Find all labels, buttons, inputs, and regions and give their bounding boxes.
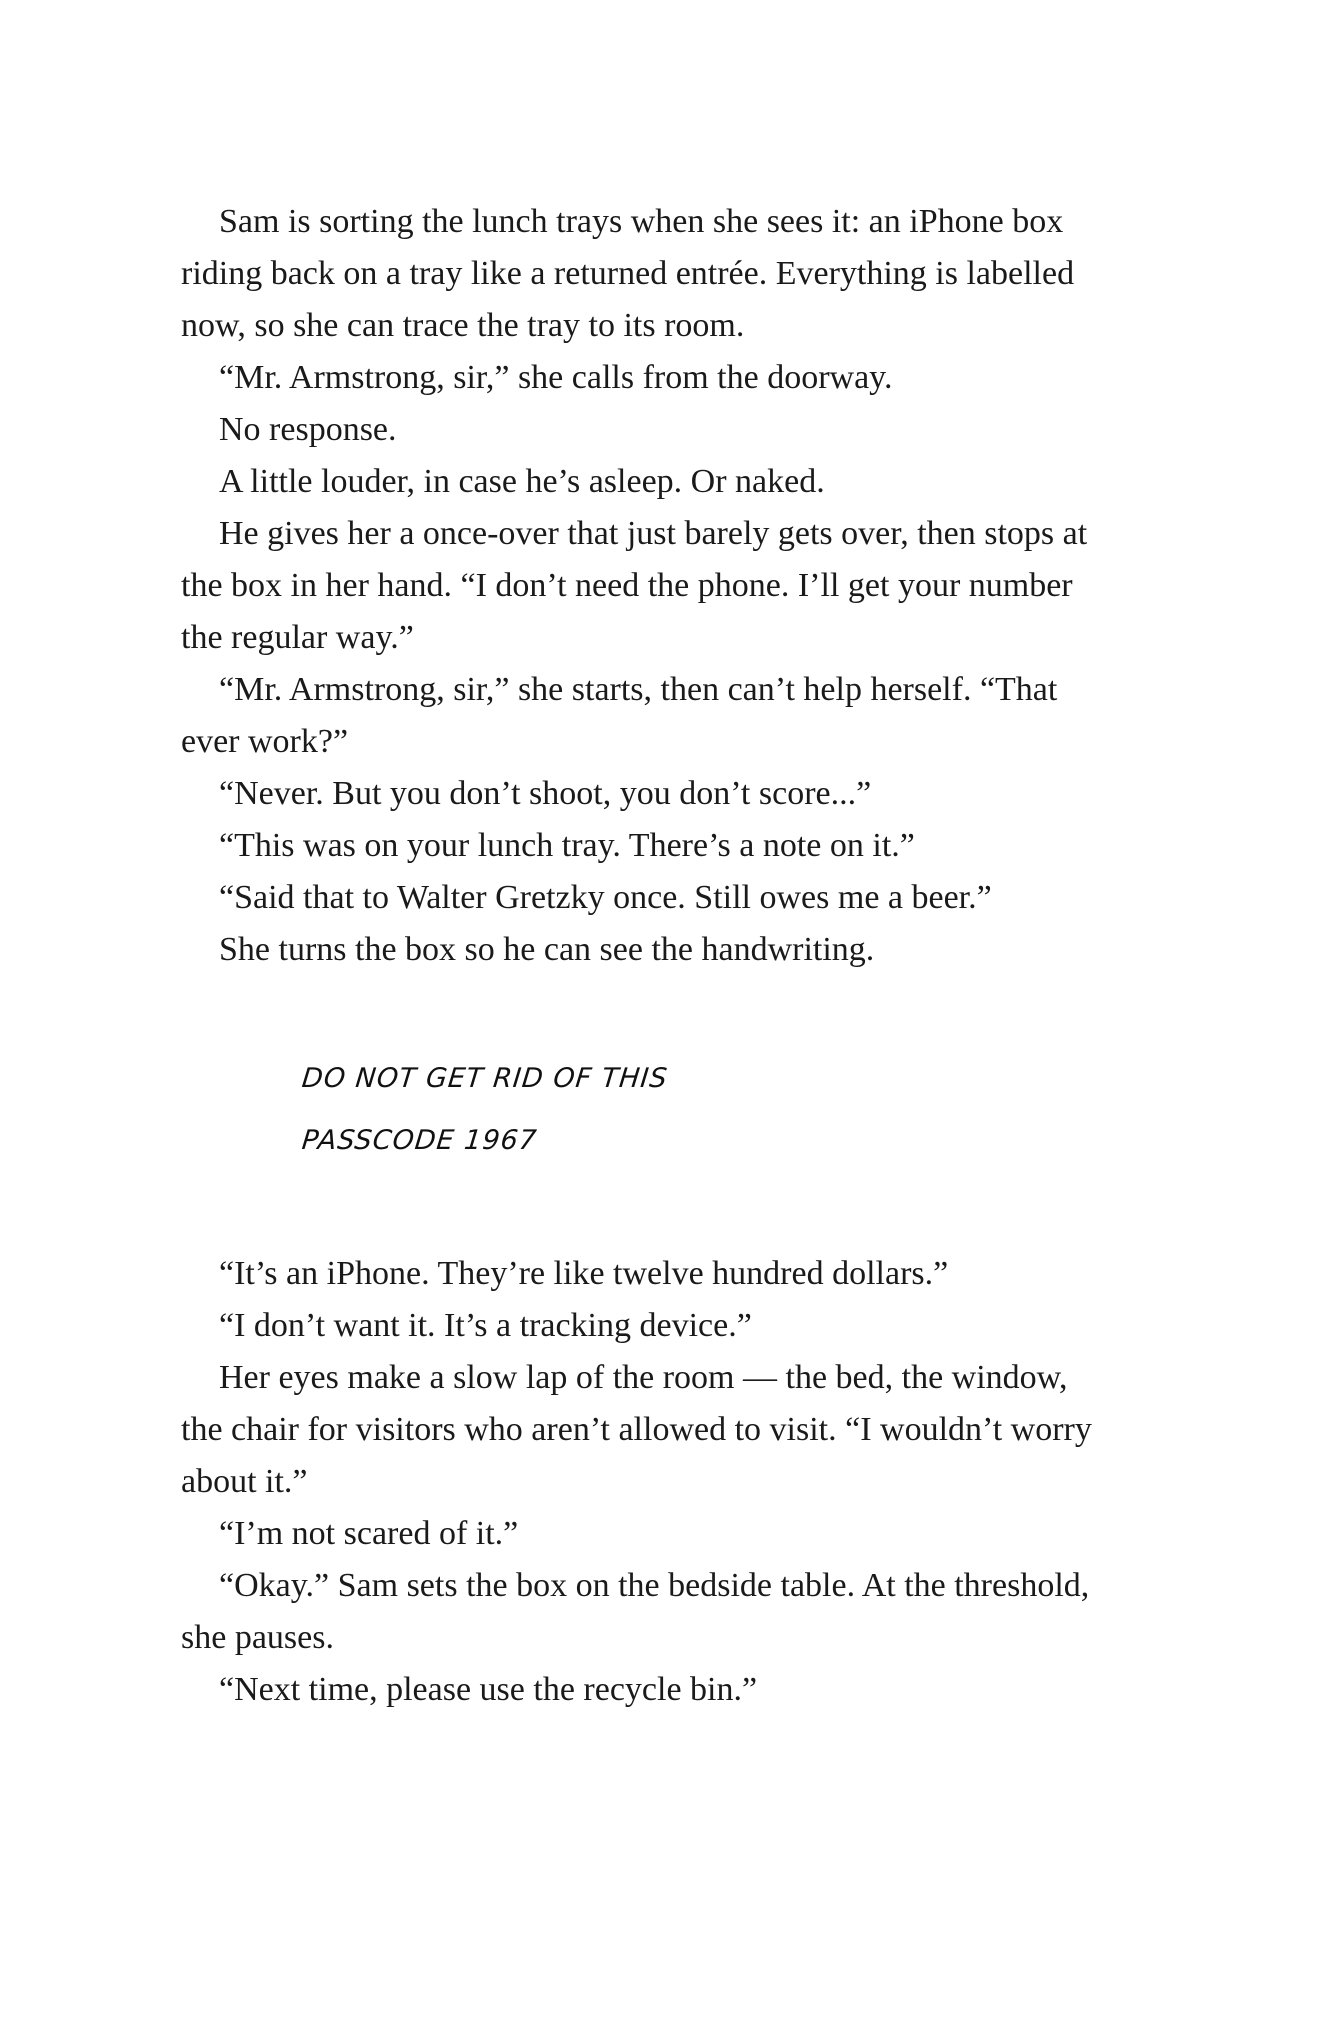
paragraph: Her eyes make a slow lap of the room — the bed, the window, the chair for visitors who aren’t allowed to visit. “I wouldn’t worry about it.” — [181, 1359, 1092, 1500]
paragraph: “Next time, please use the recycle bin.” — [219, 1671, 758, 1708]
paragraph: “Never. But you don’t shoot, you don’t score...” — [219, 775, 872, 812]
paragraph: “Said that to Walter Gretzky once. Still owes me a beer.” — [219, 879, 992, 916]
story-section-1 — [181, 196, 1101, 976]
paragraph: “I don’t want it. It’s a tracking device.” — [219, 1307, 752, 1344]
paragraph: “It’s an iPhone. They’re like twelve hundred dollars.” — [219, 1255, 949, 1292]
paragraph: A little louder, in case he’s asleep. Or naked. — [219, 463, 825, 500]
paragraph: She turns the box so he can see the handwriting. — [219, 931, 875, 968]
paragraph: No response. — [219, 411, 397, 448]
story-section-2 — [181, 1248, 1101, 1716]
note-line-1: DO NOT GET RID OF THIS — [300, 1063, 670, 1094]
paragraph: “Mr. Armstrong, sir,” she calls from the doorway. — [219, 359, 893, 396]
note-line-2: PASSCODE 1967 — [300, 1125, 539, 1156]
handwritten-note — [302, 1048, 668, 1172]
paragraph: “Mr. Armstrong, sir,” she starts, then can’t help herself. “That ever work?” — [181, 671, 1058, 760]
paragraph: “Okay.” Sam sets the box on the bedside table. At the threshold, she pauses. — [181, 1567, 1090, 1656]
paragraph: Sam is sorting the lunch trays when she sees it: an iPhone box riding back on a tray like a returned entrée. Everything is labelled now, so she can trace the tray to its room. — [181, 203, 1075, 344]
paragraph: He gives her a once-over that just barely gets over, then stops at the box in her hand. “I don’t need the phone. I’ll get your number the regular way.” — [181, 515, 1088, 656]
paragraph: “This was on your lunch tray. There’s a note on it.” — [219, 827, 915, 864]
paragraph: “I’m not scared of it.” — [219, 1515, 519, 1552]
